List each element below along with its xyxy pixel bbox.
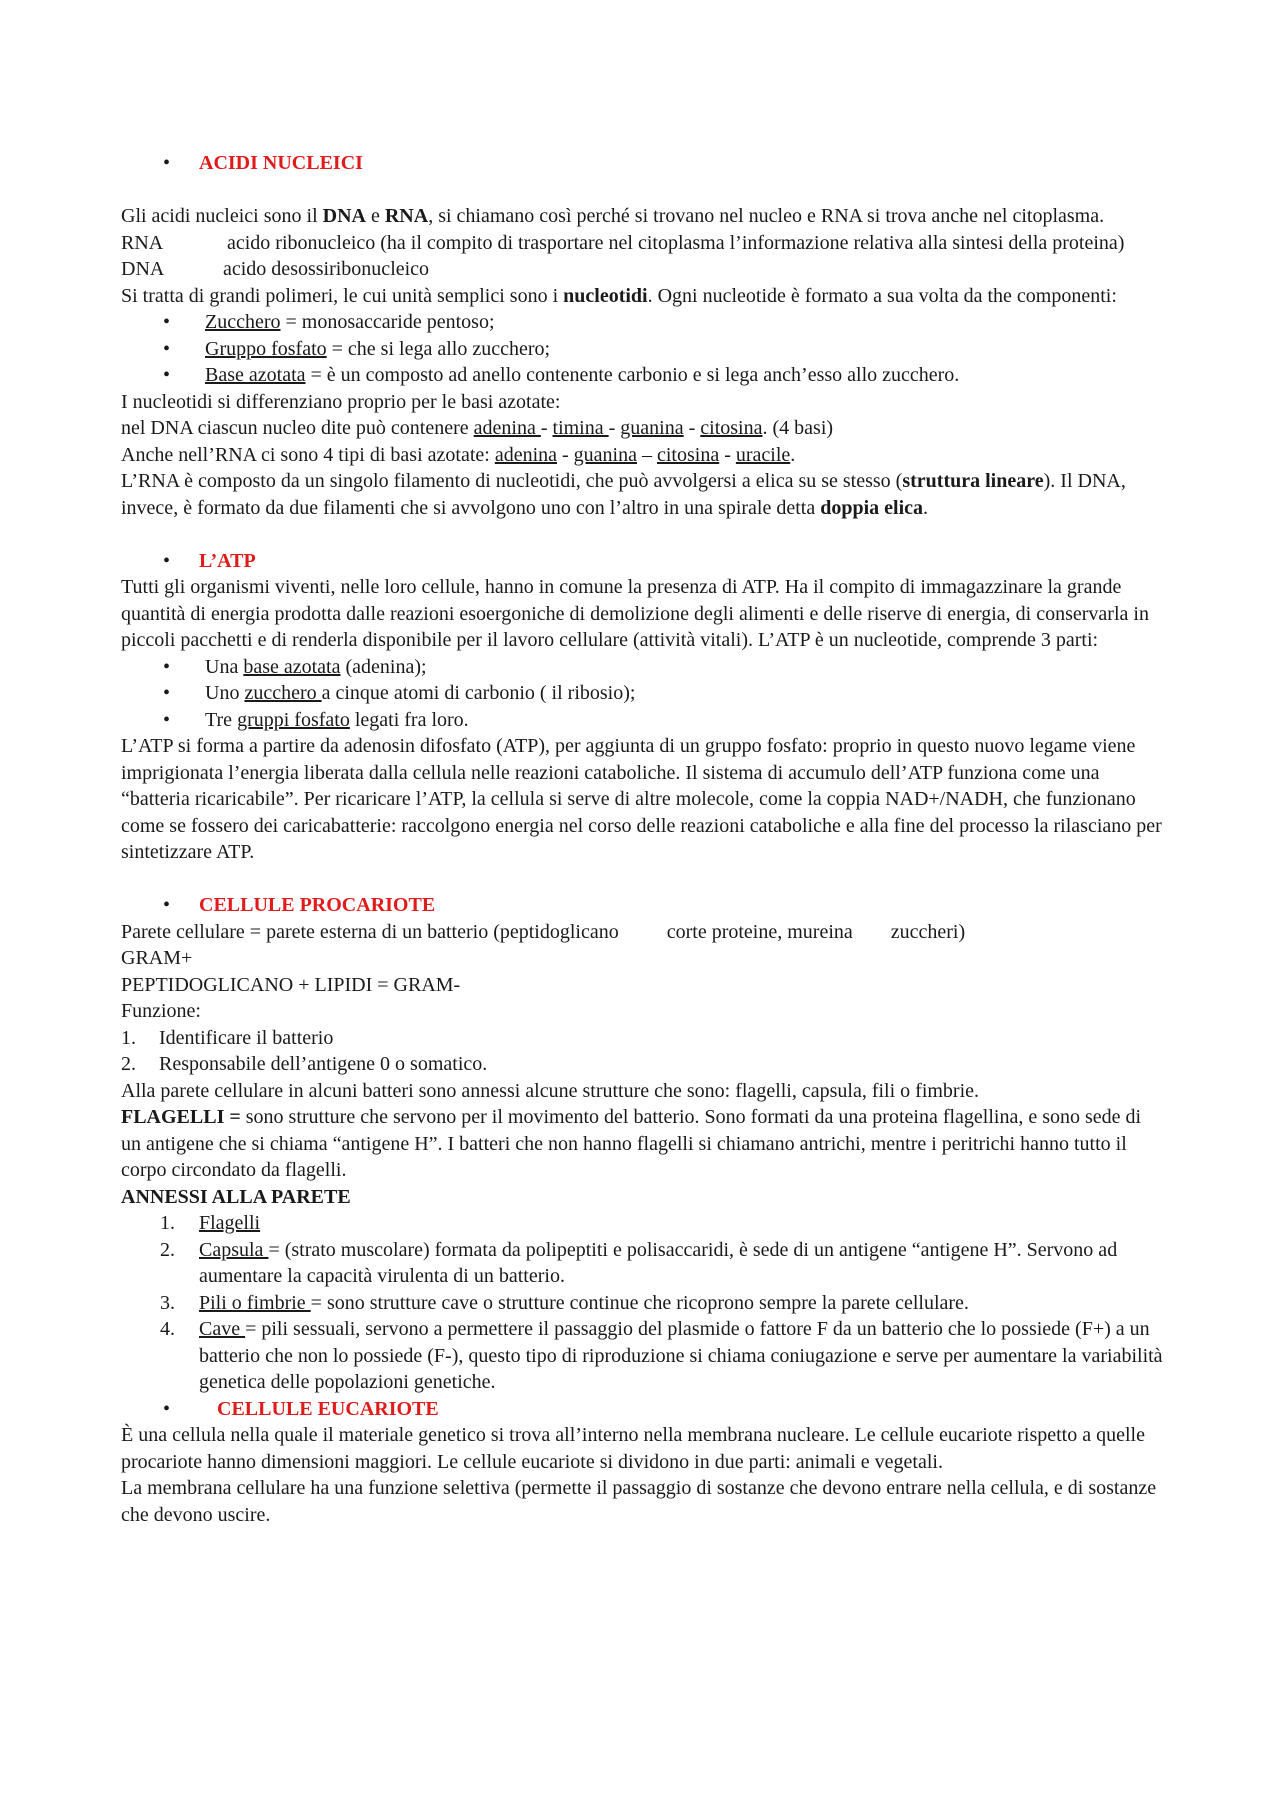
annessi-heading: ANNESSI ALLA PARETE [121, 1185, 351, 1208]
paragraph-polimeri: Si tratta di grandi polimeri, le cui unità semplici sono i nucleotidi. Ogni nucleotide è formato a sua volta da the componenti: [121, 284, 1117, 307]
paragraph-eucariote-1: È una cellula nella quale il materiale genetico si trova all’interno nella membrana nucleare. Le cellule eucariote rispetto a quelle procariote hanno dimensioni maggiori. Le cellule eucariote si dividono in due parti: animali e vegetali. [121, 1424, 1145, 1473]
spacer [121, 177, 1166, 204]
paragraph-annessi-intro: Alla parete cellulare in alcuni batteri sono annessi alcune strutture che sono: flagelli, capsula, fili o fimbrie. [121, 1079, 980, 1102]
list-item: 2. Responsabile dell’antigene 0 o somatico. [121, 1053, 488, 1075]
paragraph-dna-basi: nel DNA ciascun nucleo dite può contenere adenina - timina - guanina - citosina. (4 basi) [121, 417, 834, 439]
annessi-list [121, 1210, 1166, 1396]
list-item: • Tre gruppi fosfato legati fra loro. [121, 707, 1166, 734]
list-item: • Base azotata = è un composto ad anello contenente carbonio e si lega anch’esso allo zucchero. [121, 362, 1166, 389]
list-item: • Una base azotata (adenina); [121, 654, 1166, 681]
paragraph-flagelli: FLAGELLI = sono strutture che servono per il movimento del batterio. Sono formati da una proteina flagellina, e sono sede di un antigene che si chiama “antigene H”. I batteri che non hanno flagelli si chiamano antrichi, mentre i peritrichi hanno tutto il corpo circondato da flagelli. [121, 1106, 1142, 1181]
paragraph-atp-body: L’ATP si forma a partire da adenosin difosfato (ATP), per aggiunta di un gruppo fosfato: proprio in questo nuovo legame viene imprigionata l’energia liberata dalla cellula nelle reazioni cataboliche. Il sistema di accumulo dell’ATP funziona come una “batteria ricaricabile”. Per ricaricare l’ATP, la cellula si serve di altre molecole, come la coppia NAD+/NADH, che funzionano come se fossero dei caricabatterie: raccolgono energia nel corso delle reazioni cataboliche e alla fine del processo la rilasciano per sintetizzare ATP. [121, 735, 1162, 863]
paragraph-struttura: L’RNA è composto da un singolo filamento di nucleotidi, che può avvolgersi a elica su se stesso (struttura lineare). Il DNA, invece, è formato da due filamenti che si avvolgono uno con l’altro in una spirale detta doppia elica. [121, 470, 1126, 519]
heading-acidi-nucleici: • ACIDI NUCLEICI [121, 150, 1166, 177]
paragraph-gram-neg: PEPTIDOGLICANO + LIPIDI = GRAM- [121, 973, 461, 996]
spacer [121, 866, 1166, 893]
list-item: • Zucchero = monosaccaride pentoso; [121, 309, 1166, 336]
heading-cellule-eucariote: • CELLULE EUCARIOTE [121, 1396, 1166, 1423]
paragraph-gram-pos: GRAM+ [121, 947, 193, 969]
paragraph-rna-basi: Anche nell’RNA ci sono 4 tipi di basi azotate: adenina - guanina – citosina - uracile. [121, 443, 796, 466]
list-item: • Uno zucchero a cinque atomi di carbonio ( il ribosio); [121, 680, 1166, 707]
funzioni-list [121, 1025, 1166, 1078]
list-item: 1. Flagelli [160, 1212, 261, 1234]
heading-atp: • L’ATP [121, 548, 1166, 575]
list-item: 4. Cave = pili sessuali, servono a permettere il passaggio del plasmide o fattore F da un batterio che lo possiede (F+) a un batterio che non lo possiede (F-), questo tipo di riproduzione si chiama coniugazione e serve per aumentare la variabilità genetica delle popolazioni genetiche. [160, 1318, 1163, 1393]
components-list [121, 309, 1166, 389]
list-item: 3. Pili o fimbrie = sono strutture cave o strutture continue che ricoprono sempre la parete cellulare. [160, 1291, 969, 1314]
paragraph-rna-def: RNA acido ribonucleico (ha il compito di trasportare nel citoplasma l’informazione relativa alla sintesi della proteina) [121, 231, 1125, 254]
paragraph-differenziano: I nucleotidi si differenziano proprio per le basi azotate: [121, 390, 561, 413]
list-item: 2. Capsula = (strato muscolare) formata da polipeptiti e polisaccaridi, è sede di un antigene “antigene H”. Servono ad aumentare la capacità virulenta di un batterio. [160, 1238, 1118, 1287]
paragraph-parete: Parete cellulare = parete esterna di un batterio (peptidoglicano corte proteine, mureina zuccheri) [121, 920, 966, 943]
list-item: 1. Identificare il batterio [121, 1026, 334, 1049]
paragraph-eucariote-2: La membrana cellulare ha una funzione selettiva (permette il passaggio di sostanze che devono entrare nella cellula, e di sostanze che devono uscire. [121, 1477, 1157, 1526]
document-page [121, 150, 1166, 1528]
spacer [121, 521, 1166, 548]
paragraph-acidi-intro: Gli acidi nucleici sono il DNA e RNA, si chiamano così perché si trovano nel nucleo e RNA si trova anche nel citoplasma. [121, 205, 1105, 227]
list-item: • Gruppo fosfato = che si lega allo zucchero; [121, 336, 1166, 363]
paragraph-atp-intro: Tutti gli organismi viventi, nelle loro cellule, hanno in comune la presenza di ATP. Ha il compito di immagazzinare la grande quantità di energia prodotta dalle reazioni esoergoniche di demolizione degli alimenti e delle riserve di energia, di conservarla in piccoli pacchetti e di renderla disponibile per il lavoro cellulare (attività vitali). L’ATP è un nucleotide, comprende 3 parti: [121, 576, 1149, 651]
atp-parts-list [121, 654, 1166, 734]
paragraph-funzione: Funzione: [121, 1000, 201, 1022]
paragraph-dna-def: DNA acido desossiribonucleico [121, 258, 430, 280]
heading-cellule-procariote: • CELLULE PROCARIOTE [121, 892, 1166, 919]
